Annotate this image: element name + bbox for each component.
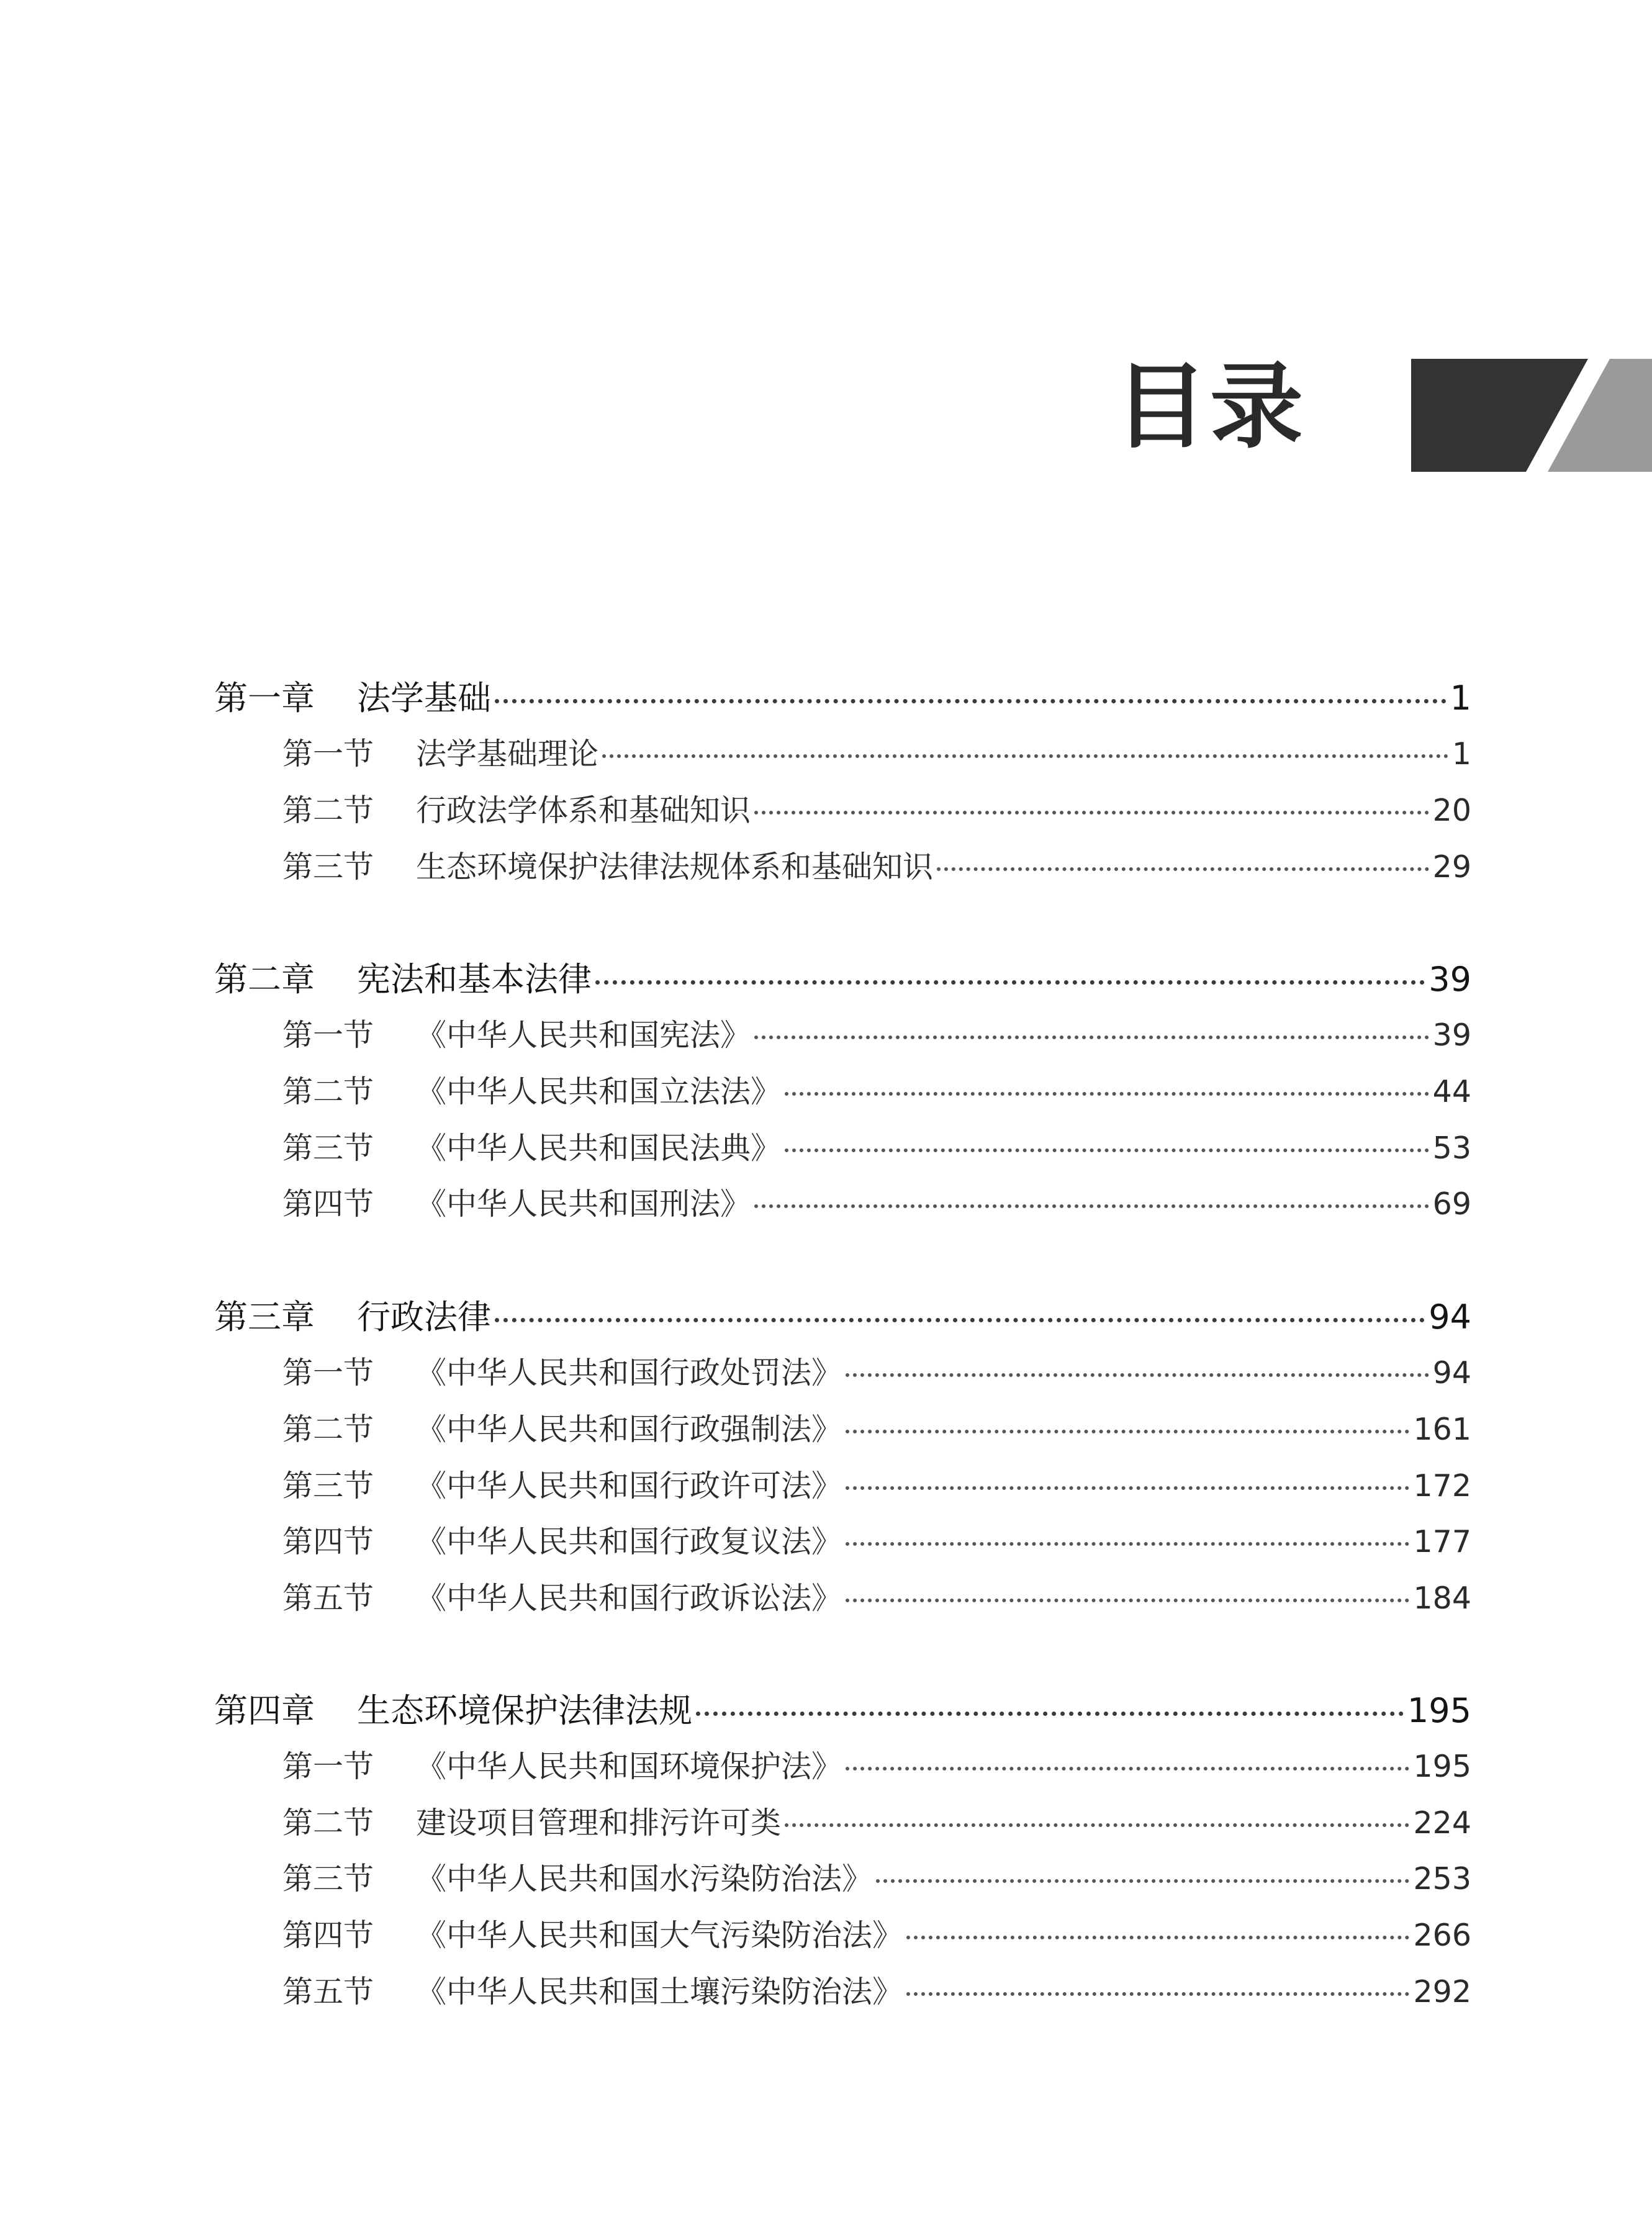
toc-section[interactable] — [282, 1405, 1471, 1455]
section-label: 第四节 — [282, 1918, 374, 1953]
toc-section[interactable] — [282, 1461, 1471, 1511]
page-number: 253 — [1413, 1861, 1471, 1897]
page-number: 39 — [1432, 1017, 1471, 1053]
section-title: 《中华人民共和国土壤污染防治法》 — [416, 1974, 903, 2010]
page-number: 39 — [1429, 960, 1471, 999]
dot-leader — [785, 1148, 1429, 1152]
section-title: 《中华人民共和国刑法》 — [416, 1186, 751, 1222]
section-label: 第三节 — [282, 1861, 374, 1897]
chapter-title: 宪法和基本法律 — [357, 960, 592, 999]
dot-leader — [846, 1486, 1409, 1490]
page-number: 29 — [1432, 849, 1471, 885]
dot-leader — [495, 699, 1447, 703]
page-number: 292 — [1413, 1974, 1471, 2010]
section-title: 《中华人民共和国行政许可法》 — [416, 1468, 842, 1504]
page-title: 目录 — [1114, 352, 1306, 461]
dot-leader — [696, 1712, 1404, 1716]
page-number: 1 — [1451, 736, 1471, 772]
dot-leader — [846, 1767, 1409, 1771]
toc-chapter-1[interactable] — [214, 674, 1471, 723]
chapter-title: 法学基础 — [357, 679, 491, 718]
toc-section[interactable] — [282, 1180, 1471, 1229]
dot-leader — [846, 1599, 1409, 1602]
page-number: 94 — [1429, 1297, 1471, 1337]
section-title: 《中华人民共和国宪法》 — [416, 1017, 751, 1053]
section-label: 第四节 — [282, 1186, 374, 1222]
toc-section[interactable] — [282, 729, 1471, 779]
toc-section[interactable] — [282, 1911, 1471, 1960]
section-label: 第一节 — [282, 1017, 374, 1053]
section-label: 第四节 — [282, 1524, 374, 1559]
dot-leader — [785, 1823, 1409, 1827]
dot-leader — [785, 1092, 1429, 1096]
toc-chapter-4[interactable] — [214, 1686, 1471, 1736]
chapter-label: 第一章 — [214, 679, 315, 718]
page-number: 172 — [1413, 1468, 1471, 1504]
chapter-title: 行政法律 — [357, 1297, 491, 1337]
dot-leader — [846, 1430, 1409, 1433]
page-number: 184 — [1413, 1581, 1471, 1616]
toc-section[interactable] — [282, 1517, 1471, 1567]
section-title: 生态环境保护法律法规体系和基础知识 — [416, 849, 934, 885]
chapter-label: 第四章 — [214, 1691, 315, 1730]
section-title: 《中华人民共和国行政强制法》 — [416, 1412, 842, 1447]
section-title: 法学基础理论 — [416, 736, 599, 772]
section-label: 第二节 — [282, 793, 374, 828]
dot-leader — [754, 1035, 1429, 1039]
dot-leader — [876, 1879, 1409, 1883]
section-label: 第五节 — [282, 1581, 374, 1616]
dot-leader — [937, 867, 1429, 871]
page-number: 44 — [1432, 1074, 1471, 1109]
toc-section[interactable] — [282, 1742, 1471, 1792]
page-number: 195 — [1413, 1749, 1471, 1784]
section-label: 第二节 — [282, 1805, 374, 1841]
dot-leader — [906, 1936, 1409, 1939]
toc-section[interactable] — [282, 1967, 1471, 2017]
dot-leader — [846, 1373, 1429, 1377]
page-number: 94 — [1432, 1355, 1471, 1391]
toc-section[interactable] — [282, 1574, 1471, 1623]
section-title: 建设项目管理和排污许可类 — [416, 1805, 782, 1841]
page-number: 161 — [1413, 1412, 1471, 1447]
chapter-label: 第二章 — [214, 960, 315, 999]
page-number: 195 — [1407, 1691, 1471, 1730]
dot-leader — [595, 980, 1425, 985]
toc-section[interactable] — [282, 1798, 1471, 1848]
dot-leader — [754, 811, 1429, 814]
toc-section[interactable] — [282, 1854, 1471, 1904]
section-title: 《中华人民共和国立法法》 — [416, 1074, 782, 1109]
toc-section[interactable] — [282, 1011, 1471, 1060]
section-title: 《中华人民共和国行政复议法》 — [416, 1524, 842, 1559]
page-number: 69 — [1432, 1186, 1471, 1222]
chapter-title: 生态环境保护法律法规 — [357, 1691, 692, 1730]
section-title: 《中华人民共和国环境保护法》 — [416, 1749, 842, 1784]
page-number: 1 — [1450, 679, 1471, 718]
toc-section[interactable] — [282, 1124, 1471, 1173]
page-number: 20 — [1432, 793, 1471, 828]
dot-leader — [602, 754, 1448, 758]
page-number: 266 — [1413, 1918, 1471, 1953]
section-title: 《中华人民共和国行政处罚法》 — [416, 1355, 842, 1391]
section-label: 第二节 — [282, 1074, 374, 1109]
toc-chapter-2[interactable] — [214, 955, 1471, 1004]
toc-section[interactable] — [282, 1067, 1471, 1117]
section-title: 《中华人民共和国民法典》 — [416, 1130, 782, 1166]
section-title: 《中华人民共和国大气污染防治法》 — [416, 1918, 903, 1953]
dot-leader — [846, 1542, 1409, 1546]
section-title: 《中华人民共和国水污染防治法》 — [416, 1861, 873, 1897]
page-number: 177 — [1413, 1524, 1471, 1559]
toc-section[interactable] — [282, 786, 1471, 836]
section-label: 第一节 — [282, 736, 374, 772]
dot-leader — [906, 1992, 1409, 1996]
section-label: 第三节 — [282, 1130, 374, 1166]
page-number: 224 — [1413, 1805, 1471, 1841]
section-label: 第二节 — [282, 1412, 374, 1447]
section-label: 第一节 — [282, 1749, 374, 1784]
section-label: 第三节 — [282, 849, 374, 885]
dot-leader — [495, 1318, 1425, 1322]
dot-leader — [754, 1204, 1429, 1208]
section-label: 第五节 — [282, 1974, 374, 2010]
section-label: 第一节 — [282, 1355, 374, 1391]
section-label: 第三节 — [282, 1468, 374, 1504]
chapter-label: 第三章 — [214, 1297, 315, 1337]
section-title: 行政法学体系和基础知识 — [416, 793, 751, 828]
toc-section[interactable] — [282, 842, 1471, 892]
toc-chapter-3[interactable] — [214, 1292, 1471, 1342]
toc-section[interactable] — [282, 1348, 1471, 1398]
page-number: 53 — [1432, 1130, 1471, 1166]
section-title: 《中华人民共和国行政诉讼法》 — [416, 1581, 842, 1616]
